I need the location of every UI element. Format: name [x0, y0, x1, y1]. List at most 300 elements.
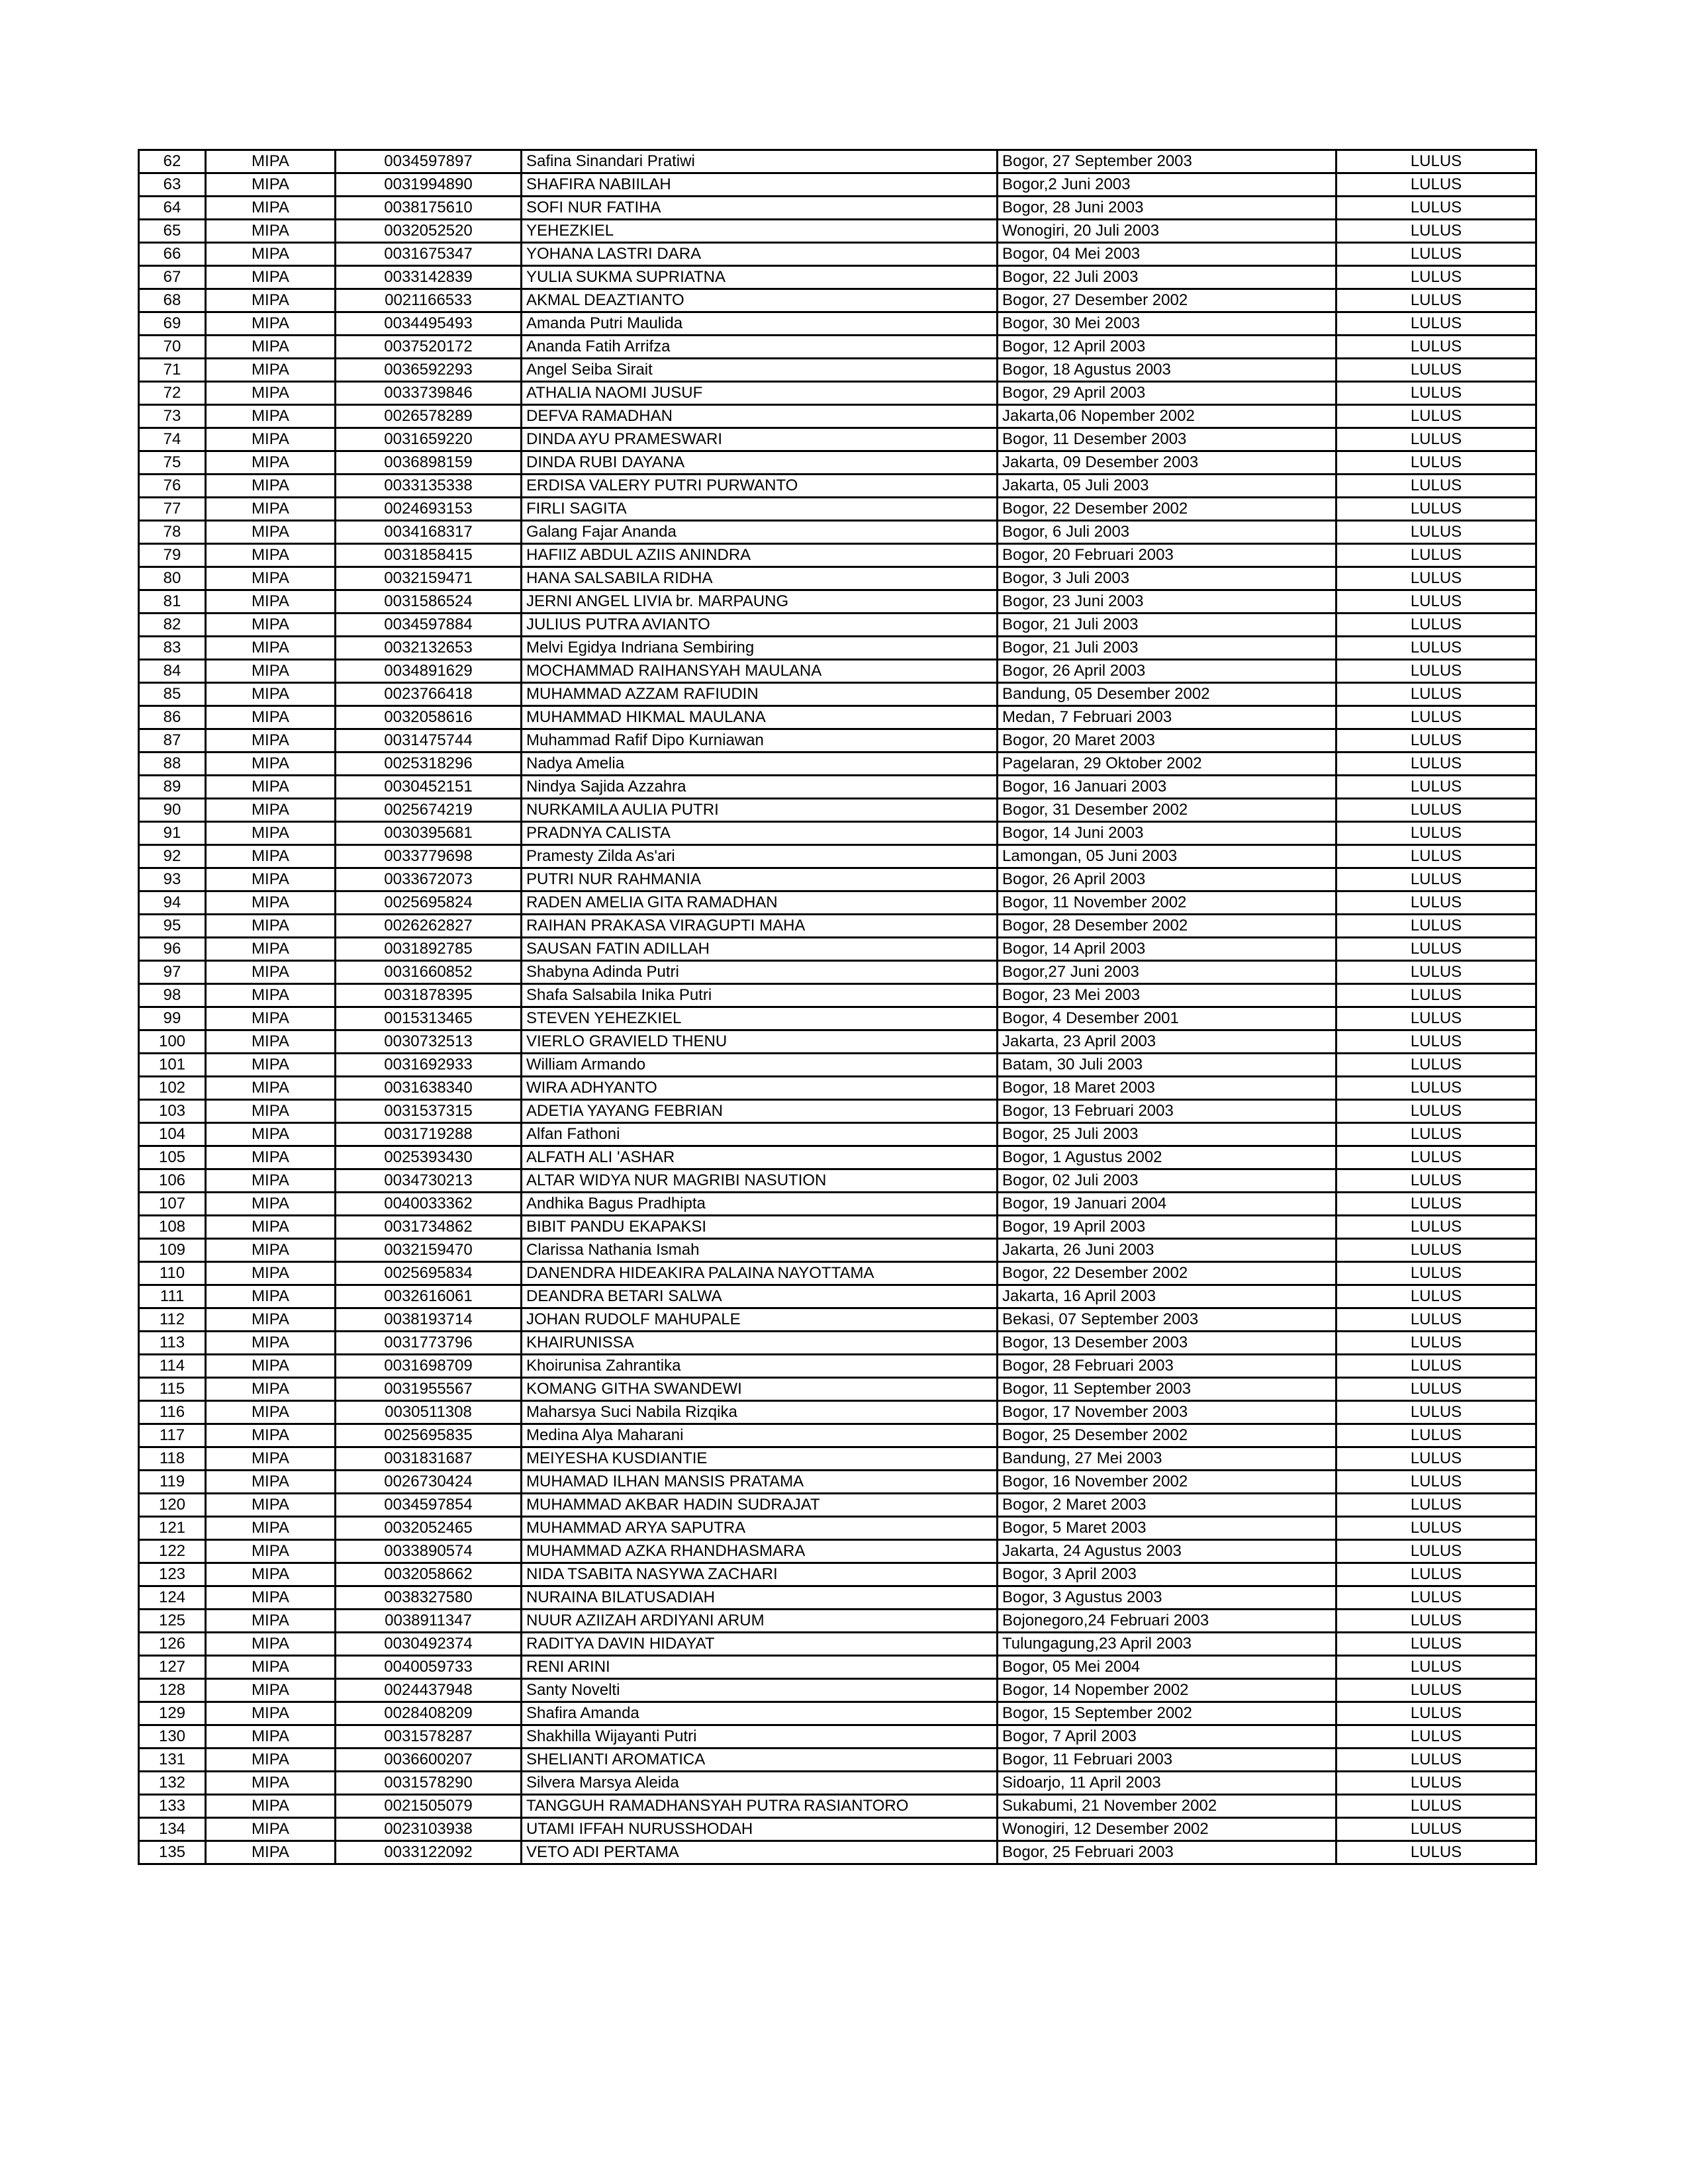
birth-place-date-cell: Batam, 30 Juli 2003 [998, 1054, 1336, 1077]
nisn-cell: 0033142839 [336, 266, 522, 289]
student-name-cell: Muhammad Rafif Dipo Kurniawan [522, 729, 998, 752]
table-row [139, 915, 1536, 938]
birth-place-date-cell: Bogor, 28 Februari 2003 [998, 1355, 1336, 1378]
program-cell: MIPA [206, 1169, 336, 1193]
table-row [139, 1285, 1536, 1308]
program-cell: MIPA [206, 173, 336, 197]
nisn-cell: 0031675347 [336, 243, 522, 266]
table-row [139, 752, 1536, 776]
student-name-cell: RADITYA DAVIN HIDAYAT [522, 1633, 998, 1656]
student-name-cell: MUHAMMAD AKBAR HADIN SUDRAJAT [522, 1494, 998, 1517]
table-row [139, 1841, 1536, 1864]
table-row [139, 1169, 1536, 1193]
table-row [139, 1146, 1536, 1169]
program-cell: MIPA [206, 1100, 336, 1123]
table-row [139, 1795, 1536, 1818]
student-name-cell: Angel Seiba Sirait [522, 359, 998, 382]
student-name-cell: PRADNYA CALISTA [522, 822, 998, 845]
nisn-cell: 0030511308 [336, 1401, 522, 1424]
status-cell: LULUS [1336, 1702, 1536, 1725]
program-cell: MIPA [206, 984, 336, 1007]
student-name-cell: Alfan Fathoni [522, 1123, 998, 1146]
student-name-cell: BIBIT PANDU EKAPAKSI [522, 1216, 998, 1239]
row-number-cell: 71 [139, 359, 206, 382]
row-number-cell: 88 [139, 752, 206, 776]
row-number-cell: 68 [139, 289, 206, 312]
row-number-cell: 79 [139, 544, 206, 567]
student-name-cell: ALTAR WIDYA NUR MAGRIBI NASUTION [522, 1169, 998, 1193]
row-number-cell: 75 [139, 451, 206, 475]
table-row [139, 1517, 1536, 1540]
birth-place-date-cell: Bogor, 16 Januari 2003 [998, 776, 1336, 799]
nisn-cell: 0032052520 [336, 220, 522, 243]
student-name-cell: STEVEN YEHEZKIEL [522, 1007, 998, 1030]
table-row [139, 891, 1536, 915]
row-number-cell: 127 [139, 1656, 206, 1679]
status-cell: LULUS [1336, 1355, 1536, 1378]
status-cell: LULUS [1336, 1054, 1536, 1077]
birth-place-date-cell: Bogor, 5 Maret 2003 [998, 1517, 1336, 1540]
status-cell: LULUS [1336, 660, 1536, 683]
row-number-cell: 70 [139, 336, 206, 359]
student-name-cell: Khoirunisa Zahrantika [522, 1355, 998, 1378]
program-cell: MIPA [206, 776, 336, 799]
program-cell: MIPA [206, 1332, 336, 1355]
program-cell: MIPA [206, 1772, 336, 1795]
row-number-cell: 135 [139, 1841, 206, 1864]
student-name-cell: ATHALIA NAOMI JUSUF [522, 382, 998, 405]
student-name-cell: Andhika Bagus Pradhipta [522, 1193, 998, 1216]
status-cell: LULUS [1336, 451, 1536, 475]
row-number-cell: 130 [139, 1725, 206, 1749]
student-name-cell: YULIA SUKMA SUPRIATNA [522, 266, 998, 289]
student-name-cell: AKMAL DEAZTIANTO [522, 289, 998, 312]
row-number-cell: 109 [139, 1239, 206, 1262]
birth-place-date-cell: Jakarta, 24 Agustus 2003 [998, 1540, 1336, 1563]
status-cell: LULUS [1336, 243, 1536, 266]
nisn-cell: 0033135338 [336, 475, 522, 498]
student-name-cell: Amanda Putri Maulida [522, 312, 998, 336]
program-cell: MIPA [206, 845, 336, 868]
birth-place-date-cell: Jakarta, 09 Desember 2003 [998, 451, 1336, 475]
status-cell: LULUS [1336, 1401, 1536, 1424]
student-name-cell: ADETIA YAYANG FEBRIAN [522, 1100, 998, 1123]
status-cell: LULUS [1336, 521, 1536, 544]
birth-place-date-cell: Bogor, 4 Desember 2001 [998, 1007, 1336, 1030]
birth-place-date-cell: Bogor, 11 September 2003 [998, 1378, 1336, 1401]
row-number-cell: 111 [139, 1285, 206, 1308]
program-cell: MIPA [206, 475, 336, 498]
nisn-cell: 0038327580 [336, 1586, 522, 1610]
table-row [139, 289, 1536, 312]
program-cell: MIPA [206, 729, 336, 752]
birth-place-date-cell: Bogor, 19 April 2003 [998, 1216, 1336, 1239]
nisn-cell: 0034597884 [336, 614, 522, 637]
birth-place-date-cell: Bandung, 05 Desember 2002 [998, 683, 1336, 706]
nisn-cell: 0036898159 [336, 451, 522, 475]
nisn-cell: 0031719288 [336, 1123, 522, 1146]
nisn-cell: 0025318296 [336, 752, 522, 776]
student-name-cell: WIRA ADHYANTO [522, 1077, 998, 1100]
birth-place-date-cell: Bogor, 19 Januari 2004 [998, 1193, 1336, 1216]
student-name-cell: Silvera Marsya Aleida [522, 1772, 998, 1795]
program-cell: MIPA [206, 1563, 336, 1586]
birth-place-date-cell: Wonogiri, 20 Juli 2003 [998, 220, 1336, 243]
birth-place-date-cell: Bogor, 18 Maret 2003 [998, 1077, 1336, 1100]
student-name-cell: Ananda Fatih Arrifza [522, 336, 998, 359]
nisn-cell: 0023766418 [336, 683, 522, 706]
table-row [139, 1193, 1536, 1216]
table-row [139, 729, 1536, 752]
status-cell: LULUS [1336, 776, 1536, 799]
birth-place-date-cell: Bogor, 3 Agustus 2003 [998, 1586, 1336, 1610]
table-row [139, 1308, 1536, 1332]
row-number-cell: 119 [139, 1471, 206, 1494]
status-cell: LULUS [1336, 1308, 1536, 1332]
row-number-cell: 134 [139, 1818, 206, 1841]
status-cell: LULUS [1336, 1285, 1536, 1308]
status-cell: LULUS [1336, 289, 1536, 312]
program-cell: MIPA [206, 752, 336, 776]
program-cell: MIPA [206, 1193, 336, 1216]
row-number-cell: 85 [139, 683, 206, 706]
program-cell: MIPA [206, 637, 336, 660]
program-cell: MIPA [206, 822, 336, 845]
status-cell: LULUS [1336, 1517, 1536, 1540]
row-number-cell: 126 [139, 1633, 206, 1656]
table-row [139, 614, 1536, 637]
table-row [139, 1540, 1536, 1563]
nisn-cell: 0031734862 [336, 1216, 522, 1239]
student-name-cell: Shafira Amanda [522, 1702, 998, 1725]
status-cell: LULUS [1336, 1447, 1536, 1471]
birth-place-date-cell: Bogor, 20 Maret 2003 [998, 729, 1336, 752]
student-name-cell: MOCHAMMAD RAIHANSYAH MAULANA [522, 660, 998, 683]
program-cell: MIPA [206, 243, 336, 266]
program-cell: MIPA [206, 683, 336, 706]
student-name-cell: VETO ADI PERTAMA [522, 1841, 998, 1864]
row-number-cell: 95 [139, 915, 206, 938]
status-cell: LULUS [1336, 1749, 1536, 1772]
status-cell: LULUS [1336, 729, 1536, 752]
birth-place-date-cell: Bogor, 29 April 2003 [998, 382, 1336, 405]
row-number-cell: 118 [139, 1447, 206, 1471]
table-row [139, 336, 1536, 359]
status-cell: LULUS [1336, 1193, 1536, 1216]
program-cell: MIPA [206, 1841, 336, 1864]
birth-place-date-cell: Sukabumi, 21 November 2002 [998, 1795, 1336, 1818]
nisn-cell: 0034597897 [336, 150, 522, 173]
program-cell: MIPA [206, 590, 336, 614]
birth-place-date-cell: Jakarta, 05 Juli 2003 [998, 475, 1336, 498]
birth-place-date-cell: Bogor, 2 Maret 2003 [998, 1494, 1336, 1517]
student-name-cell: UTAMI IFFAH NURUSSHODAH [522, 1818, 998, 1841]
birth-place-date-cell: Bogor, 28 Juni 2003 [998, 197, 1336, 220]
status-cell: LULUS [1336, 405, 1536, 428]
status-cell: LULUS [1336, 1262, 1536, 1285]
status-cell: LULUS [1336, 359, 1536, 382]
birth-place-date-cell: Lamongan, 05 Juni 2003 [998, 845, 1336, 868]
table-row [139, 312, 1536, 336]
nisn-cell: 0034495493 [336, 312, 522, 336]
nisn-cell: 0031578290 [336, 1772, 522, 1795]
student-name-cell: William Armando [522, 1054, 998, 1077]
table-row [139, 1749, 1536, 1772]
table-row [139, 1494, 1536, 1517]
status-cell: LULUS [1336, 1494, 1536, 1517]
nisn-cell: 0025674219 [336, 799, 522, 822]
program-cell: MIPA [206, 1610, 336, 1633]
status-cell: LULUS [1336, 961, 1536, 984]
status-cell: LULUS [1336, 1077, 1536, 1100]
table-row [139, 1239, 1536, 1262]
birth-place-date-cell: Bandung, 27 Mei 2003 [998, 1447, 1336, 1471]
program-cell: MIPA [206, 451, 336, 475]
status-cell: LULUS [1336, 1030, 1536, 1054]
student-name-cell: TANGGUH RAMADHANSYAH PUTRA RASIANTORO [522, 1795, 998, 1818]
nisn-cell: 0021166533 [336, 289, 522, 312]
student-name-cell: RAIHAN PRAKASA VIRAGUPTI MAHA [522, 915, 998, 938]
status-cell: LULUS [1336, 637, 1536, 660]
table-row [139, 220, 1536, 243]
birth-place-date-cell: Bogor, 13 Desember 2003 [998, 1332, 1336, 1355]
program-cell: MIPA [206, 868, 336, 891]
nisn-cell: 0028408209 [336, 1702, 522, 1725]
nisn-cell: 0015313465 [336, 1007, 522, 1030]
row-number-cell: 91 [139, 822, 206, 845]
student-name-cell: JOHAN RUDOLF MAHUPALE [522, 1308, 998, 1332]
birth-place-date-cell: Bogor, 04 Mei 2003 [998, 243, 1336, 266]
nisn-cell: 0026730424 [336, 1471, 522, 1494]
row-number-cell: 96 [139, 938, 206, 961]
birth-place-date-cell: Jakarta, 16 April 2003 [998, 1285, 1336, 1308]
nisn-cell: 0031698709 [336, 1355, 522, 1378]
birth-place-date-cell: Medan, 7 Februari 2003 [998, 706, 1336, 729]
program-cell: MIPA [206, 1401, 336, 1424]
program-cell: MIPA [206, 1517, 336, 1540]
status-cell: LULUS [1336, 336, 1536, 359]
status-cell: LULUS [1336, 1772, 1536, 1795]
birth-place-date-cell: Bogor, 28 Desember 2002 [998, 915, 1336, 938]
nisn-cell: 0025695835 [336, 1424, 522, 1447]
program-cell: MIPA [206, 1378, 336, 1401]
nisn-cell: 0033122092 [336, 1841, 522, 1864]
row-number-cell: 106 [139, 1169, 206, 1193]
table-row [139, 1054, 1536, 1077]
table-row [139, 1563, 1536, 1586]
table-row [139, 1633, 1536, 1656]
nisn-cell: 0040033362 [336, 1193, 522, 1216]
nisn-cell: 0034891629 [336, 660, 522, 683]
program-cell: MIPA [206, 1355, 336, 1378]
row-number-cell: 115 [139, 1378, 206, 1401]
status-cell: LULUS [1336, 1610, 1536, 1633]
birth-place-date-cell: Jakarta, 26 Juni 2003 [998, 1239, 1336, 1262]
birth-place-date-cell: Bogor, 27 Desember 2002 [998, 289, 1336, 312]
program-cell: MIPA [206, 1308, 336, 1332]
birth-place-date-cell: Bogor, 17 November 2003 [998, 1401, 1336, 1424]
table-row [139, 567, 1536, 590]
nisn-cell: 0032052465 [336, 1517, 522, 1540]
birth-place-date-cell: Bogor, 15 September 2002 [998, 1702, 1336, 1725]
nisn-cell: 0036600207 [336, 1749, 522, 1772]
program-cell: MIPA [206, 1146, 336, 1169]
birth-place-date-cell: Bogor,2 Juni 2003 [998, 173, 1336, 197]
student-name-cell: SHELIANTI AROMATICA [522, 1749, 998, 1772]
student-name-cell: Shabyna Adinda Putri [522, 961, 998, 984]
student-name-cell: KOMANG GITHA SWANDEWI [522, 1378, 998, 1401]
nisn-cell: 0031858415 [336, 544, 522, 567]
birth-place-date-cell: Bogor, 30 Mei 2003 [998, 312, 1336, 336]
program-cell: MIPA [206, 1285, 336, 1308]
nisn-cell: 0030492374 [336, 1633, 522, 1656]
table-row [139, 521, 1536, 544]
status-cell: LULUS [1336, 984, 1536, 1007]
birth-place-date-cell: Bekasi, 07 September 2003 [998, 1308, 1336, 1332]
birth-place-date-cell: Tulungagung,23 April 2003 [998, 1633, 1336, 1656]
table-row [139, 868, 1536, 891]
program-cell: MIPA [206, 1749, 336, 1772]
status-cell: LULUS [1336, 1146, 1536, 1169]
table-row [139, 197, 1536, 220]
nisn-cell: 0026578289 [336, 405, 522, 428]
status-cell: LULUS [1336, 1471, 1536, 1494]
student-name-cell: Maharsya Suci Nabila Rizqika [522, 1401, 998, 1424]
birth-place-date-cell: Bogor, 21 Juli 2003 [998, 614, 1336, 637]
student-name-cell: JULIUS PUTRA AVIANTO [522, 614, 998, 637]
row-number-cell: 99 [139, 1007, 206, 1030]
row-number-cell: 132 [139, 1772, 206, 1795]
status-cell: LULUS [1336, 1725, 1536, 1749]
student-name-cell: VIERLO GRAVIELD THENU [522, 1030, 998, 1054]
nisn-cell: 0038911347 [336, 1610, 522, 1633]
student-name-cell: MUHAMMAD HIKMAL MAULANA [522, 706, 998, 729]
student-name-cell: HAFIIZ ABDUL AZIIS ANINDRA [522, 544, 998, 567]
program-cell: MIPA [206, 1077, 336, 1100]
table-row [139, 544, 1536, 567]
row-number-cell: 108 [139, 1216, 206, 1239]
nisn-cell: 0025695834 [336, 1262, 522, 1285]
row-number-cell: 97 [139, 961, 206, 984]
birth-place-date-cell: Bogor, 11 Desember 2003 [998, 428, 1336, 451]
table-row [139, 1123, 1536, 1146]
status-cell: LULUS [1336, 197, 1536, 220]
row-number-cell: 103 [139, 1100, 206, 1123]
row-number-cell: 100 [139, 1030, 206, 1054]
student-name-cell: ERDISA VALERY PUTRI PURWANTO [522, 475, 998, 498]
nisn-cell: 0025695824 [336, 891, 522, 915]
row-number-cell: 131 [139, 1749, 206, 1772]
nisn-cell: 0023103938 [336, 1818, 522, 1841]
nisn-cell: 0031892785 [336, 938, 522, 961]
birth-place-date-cell: Bogor, 12 April 2003 [998, 336, 1336, 359]
status-cell: LULUS [1336, 498, 1536, 521]
table-row [139, 961, 1536, 984]
table-row [139, 845, 1536, 868]
birth-place-date-cell: Bogor, 31 Desember 2002 [998, 799, 1336, 822]
program-cell: MIPA [206, 799, 336, 822]
status-cell: LULUS [1336, 567, 1536, 590]
row-number-cell: 107 [139, 1193, 206, 1216]
table-row [139, 822, 1536, 845]
status-cell: LULUS [1336, 1332, 1536, 1355]
birth-place-date-cell: Bogor, 3 Juli 2003 [998, 567, 1336, 590]
nisn-cell: 0031638340 [336, 1077, 522, 1100]
row-number-cell: 98 [139, 984, 206, 1007]
nisn-cell: 0037520172 [336, 336, 522, 359]
row-number-cell: 113 [139, 1332, 206, 1355]
student-name-cell: NURKAMILA AULIA PUTRI [522, 799, 998, 822]
student-name-cell: JERNI ANGEL LIVIA br. MARPAUNG [522, 590, 998, 614]
status-cell: LULUS [1336, 1795, 1536, 1818]
student-name-cell: Galang Fajar Ananda [522, 521, 998, 544]
birth-place-date-cell: Bogor, 14 Nopember 2002 [998, 1679, 1336, 1702]
birth-place-date-cell: Bojonegoro,24 Februari 2003 [998, 1610, 1336, 1633]
status-cell: LULUS [1336, 544, 1536, 567]
table-row [139, 706, 1536, 729]
status-cell: LULUS [1336, 1424, 1536, 1447]
row-number-cell: 89 [139, 776, 206, 799]
row-number-cell: 66 [139, 243, 206, 266]
student-name-cell: Nindya Sajida Azzahra [522, 776, 998, 799]
program-cell: MIPA [206, 1447, 336, 1471]
nisn-cell: 0038193714 [336, 1308, 522, 1332]
row-number-cell: 87 [139, 729, 206, 752]
birth-place-date-cell: Jakarta,06 Nopember 2002 [998, 405, 1336, 428]
program-cell: MIPA [206, 1633, 336, 1656]
student-name-cell: Nadya Amelia [522, 752, 998, 776]
table-row [139, 266, 1536, 289]
program-cell: MIPA [206, 1818, 336, 1841]
status-cell: LULUS [1336, 382, 1536, 405]
table-row [139, 1030, 1536, 1054]
table-row [139, 1818, 1536, 1841]
table-row [139, 1702, 1536, 1725]
status-cell: LULUS [1336, 752, 1536, 776]
program-cell: MIPA [206, 567, 336, 590]
program-cell: MIPA [206, 521, 336, 544]
status-cell: LULUS [1336, 475, 1536, 498]
row-number-cell: 105 [139, 1146, 206, 1169]
birth-place-date-cell: Bogor, 27 September 2003 [998, 150, 1336, 173]
student-name-cell: Clarissa Nathania Ismah [522, 1239, 998, 1262]
student-name-cell: Medina Alya Maharani [522, 1424, 998, 1447]
program-cell: MIPA [206, 266, 336, 289]
student-name-cell: NIDA TSABITA NASYWA ZACHARI [522, 1563, 998, 1586]
nisn-cell: 0033779698 [336, 845, 522, 868]
student-name-cell: SOFI NUR FATIHA [522, 197, 998, 220]
status-cell: LULUS [1336, 915, 1536, 938]
table-row [139, 1355, 1536, 1378]
row-number-cell: 93 [139, 868, 206, 891]
program-cell: MIPA [206, 660, 336, 683]
row-number-cell: 63 [139, 173, 206, 197]
birth-place-date-cell: Bogor, 22 Juli 2003 [998, 266, 1336, 289]
nisn-cell: 0032058616 [336, 706, 522, 729]
status-cell: LULUS [1336, 938, 1536, 961]
nisn-cell: 0031994890 [336, 173, 522, 197]
status-cell: LULUS [1336, 1378, 1536, 1401]
program-cell: MIPA [206, 614, 336, 637]
nisn-cell: 0033672073 [336, 868, 522, 891]
program-cell: MIPA [206, 289, 336, 312]
program-cell: MIPA [206, 706, 336, 729]
birth-place-date-cell: Bogor, 20 Februari 2003 [998, 544, 1336, 567]
table-row [139, 683, 1536, 706]
program-cell: MIPA [206, 1239, 336, 1262]
program-cell: MIPA [206, 1424, 336, 1447]
nisn-cell: 0024437948 [336, 1679, 522, 1702]
